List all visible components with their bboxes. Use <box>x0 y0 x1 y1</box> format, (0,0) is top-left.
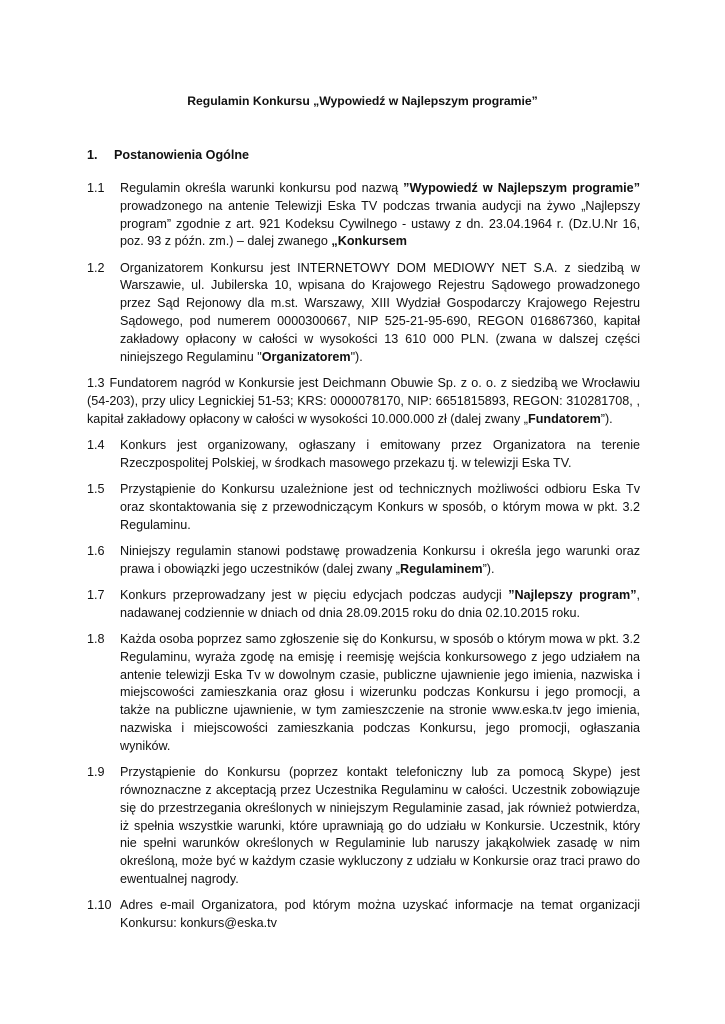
clause-1-1 <box>87 180 640 251</box>
clause-text-run: Konkurs przeprowadzany jest w pięciu edycjach podczas audycji <box>120 587 509 602</box>
clause-text-run: Konkurs jest organizowany, ogłaszany i emitowany przez Organizatora na terenie Rzeczpospolitej Polskiej, w środkach masowego przekazu tj. w telewizji Eska TV. <box>120 437 640 470</box>
clause-bold-text: „Konkursem <box>331 234 408 249</box>
clause-number: 1.4 <box>87 437 105 452</box>
clause-1-3 <box>87 375 640 428</box>
clause-text-run: Adres e-mail Organizatora, pod którym można uzyskać informacje na temat organizacji Konkursu: konkurs@eska.tv <box>120 898 640 930</box>
clause-text-run: Fundatorem nagród w Konkursie jest Deichmann Obuwie Sp. z o. o. z siedzibą we Wrocławiu (54-203), przy ulicy Legnickiej 51-53; KRS: 0000078170, NIP: 6651815893, REGON: 310281708, , kapitał zakładowy opłacony w całości w wysokości 10.000.000 zł (dalej zwany „ <box>87 375 640 426</box>
clause-number: 1.3 <box>87 375 105 390</box>
clause-1-8 <box>87 631 640 756</box>
clause-text-run: Organizatorem Konkursu jest INTERNETOWY DOM MEDIOWY NET S.A. z siedzibą w Warszawie, ul. Jubilerska 10, wpisana do Krajowego Rejestru Sądowego prowadzonego przez Sąd Rejonowy dla m.st. Warszawy, XIII Wydział Gospodarczy Krajowego Rejestru Sądowego, pod numerem 0000300667, NIP 525-21-95-690, REGON 016867360, kapitał zakładowy opłacony w całości w wysokości 13 610 000 PLN. (zwana w dalszej części niniejszego Regulaminu " <box>120 260 640 364</box>
clause-text <box>120 897 640 933</box>
document-title: Regulamin Konkursu „Wypowiedź w Najlepszym programie” <box>187 94 538 108</box>
clause-text-run: Każda osoba poprzez samo zgłoszenie się do Konkursu, w sposób o którym mowa w pkt. 3.2 Regulaminu, wyraża zgodę na emisję i reemisję wejścia konkursowego z jego udziałem na antenie telewizji Eska Tv w dowolnym czasie, publiczne ujawnienie jego imienia, nazwiska i miejscowości zamieszkania oraz głosu i wizerunku podczas Konkursu i jego promocji, a także na publiczne ujawnienie, w tym zamieszczenie na stronie www.eska.tv jego imienia, nazwiska i miejscowości zamieszkania podczas Konkursu, jego promocji, ogłaszania wyników. <box>120 632 640 753</box>
clause-1-2 <box>87 260 640 367</box>
clause-text-run: , nadawanej codziennie w dniach od dnia 28.09.2015 roku do dnia 02.10.2015 roku. <box>120 587 640 620</box>
clause-1-6 <box>87 543 640 579</box>
clause-text <box>120 587 640 623</box>
clause-text <box>120 543 640 579</box>
clause-text-run: Regulamin określa warunki konkursu pod nazwą <box>120 181 404 195</box>
clause-text-run: Przystąpienie do Konkursu (poprzez kontakt telefoniczny lub za pomocą Skype) jest równoznaczne z akceptacją przez Uczestnika Regulaminu w całości. Uczestnik zobowiązuje się do przestrzegania określonych w niniejszym Regulaminie zasad, jak również potwierdza, iż spełnia wszystkie warunki, które uprawniają go do udziału w Konkursie. Uczestnik, który nie spełni warunków określonych w Regulaminie lub naruszy jakąkolwiek zasadę w nim określoną, może być w każdym czasie wykluczony z udziału w Konkursie oraz traci prawo do ewentualnej nagrody. <box>120 765 640 886</box>
clause-text <box>120 481 640 534</box>
clause-bold-text: Regulaminem <box>400 561 483 576</box>
section-heading <box>87 148 249 162</box>
clause-text <box>120 180 640 251</box>
clause-bold-text: ”Wypowiedź w Najlepszym programie” <box>403 181 640 195</box>
clause-number: 1.8 <box>87 632 105 647</box>
clause-number: 1.1 <box>87 181 105 195</box>
clause-number: 1.10 <box>87 898 112 913</box>
clause-number: 1.9 <box>87 765 105 780</box>
clause-text-run: ”). <box>482 561 495 576</box>
clause-text-run: Niniejszy regulamin stanowi podstawę prowadzenia Konkursu i określa jego warunki oraz prawa i obowiązki jego uczestników (dalej zwany „ <box>120 543 640 576</box>
clause-text <box>120 260 640 367</box>
clause-text-run: Przystąpienie do Konkursu uzależnione jest od technicznych możliwości odbioru Eska Tv oraz skontaktowania się z przewodniczącym Konkurs w sposób, o którym mowa w pkt. 3.2 Regulaminu. <box>120 481 640 532</box>
clause-text <box>120 764 640 889</box>
clause-1-7 <box>87 587 640 623</box>
section-number: 1. <box>87 148 98 162</box>
clause-list <box>87 180 640 941</box>
clause-number: 1.7 <box>87 587 105 602</box>
clause-number: 1.2 <box>87 260 105 275</box>
clause-1-5 <box>87 481 640 534</box>
section-title: Postanowienia Ogólne <box>114 148 250 162</box>
clause-1-9 <box>87 764 640 889</box>
clause-text-run: ”). <box>600 411 613 426</box>
clause-text <box>120 631 640 756</box>
clause-text <box>120 437 640 473</box>
clause-text <box>87 376 640 426</box>
clause-bold-text: ”Najlepszy program” <box>508 587 637 602</box>
clause-number: 1.6 <box>87 543 105 558</box>
clause-bold-text: Fundatorem <box>528 411 601 426</box>
clause-1-10 <box>87 897 640 933</box>
clause-text-run: "). <box>350 349 363 364</box>
clause-bold-text: Organizatorem <box>261 349 351 364</box>
clause-number: 1.5 <box>87 481 105 496</box>
clause-text-run: prowadzonego na antenie Telewizji Eska TV podczas trwania audycji na żywo „Najlepszy program” zgodnie z art. 921 Kodeksu Cywilnego - ustawy z dn. 23.04.1964 r. (Dz.U.Nr 16, poz. 93 z późn. zm.) – dalej zwanego <box>120 198 640 249</box>
clause-1-4 <box>87 437 640 473</box>
